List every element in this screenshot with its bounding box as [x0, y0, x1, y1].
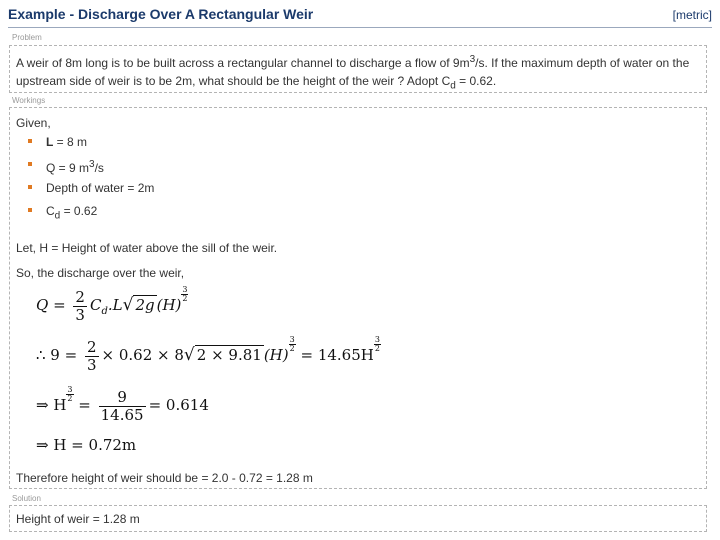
solution-text: Height of weir = 1.28 m — [16, 512, 140, 526]
given-cd: $C_d = 0.62$ — [28, 203, 154, 226]
therefore-text: Therefore height of weir should be = 2.0 - 0.72 = 1.28 m — [16, 471, 313, 485]
workings-label: Workings — [12, 96, 46, 105]
equation-h-result: ⇒ H = 0.72m — [36, 436, 137, 454]
given-length: L = 8 m — [28, 134, 154, 157]
equation-h-power: ⇒ H $\frac{3}{2}$ = $\frac{9}{14.65}$ = 0.614 — [36, 385, 209, 424]
bullet-icon — [28, 185, 32, 189]
title-divider — [8, 27, 712, 28]
equation-discharge: Q = $\frac{2}{3}$ $C_d.L√$ 2g (H) $\frac{3}{2}$ — [36, 285, 188, 324]
bullet-icon — [28, 208, 32, 212]
metric-link[interactable]: [metric] — [672, 8, 712, 22]
let-text: Let, H = Height of water above the sill of the weir. — [16, 241, 278, 255]
given-depth: Depth of water = 2m — [28, 180, 154, 203]
so-text: So, the discharge over the weir, — [16, 266, 185, 280]
equation-substitution: ∴ 9 = $\frac{2}{3}$ × 0.62 × 8√ 2 × 9.81 (H) $\frac{3}{2}$ = 14.65H $\frac{3}{2}$ — [36, 335, 380, 374]
given-list — [28, 134, 154, 226]
page-title: Example - Discharge Over A Rectangular Weir — [8, 6, 314, 22]
header — [8, 6, 712, 28]
solution-label: Solution — [12, 494, 41, 503]
given-label: Given, — [16, 116, 51, 130]
given-flow: Q = 9 $m^3/s$ — [28, 157, 154, 180]
solution-box — [9, 505, 707, 532]
workings-box — [9, 107, 707, 489]
problem-box — [9, 45, 707, 93]
bullet-icon — [28, 162, 32, 166]
bullet-icon — [28, 139, 32, 143]
problem-label: Problem — [12, 33, 42, 42]
problem-text: A weir of 8m long is to be built across a rectangular channel to discharge a flow of $9m^3/s$. If the maximum depth of water on the upstream side of weir is to be 2m, what should be the height of the weir ? Adopt $C_d = 0.62$. — [16, 54, 690, 92]
